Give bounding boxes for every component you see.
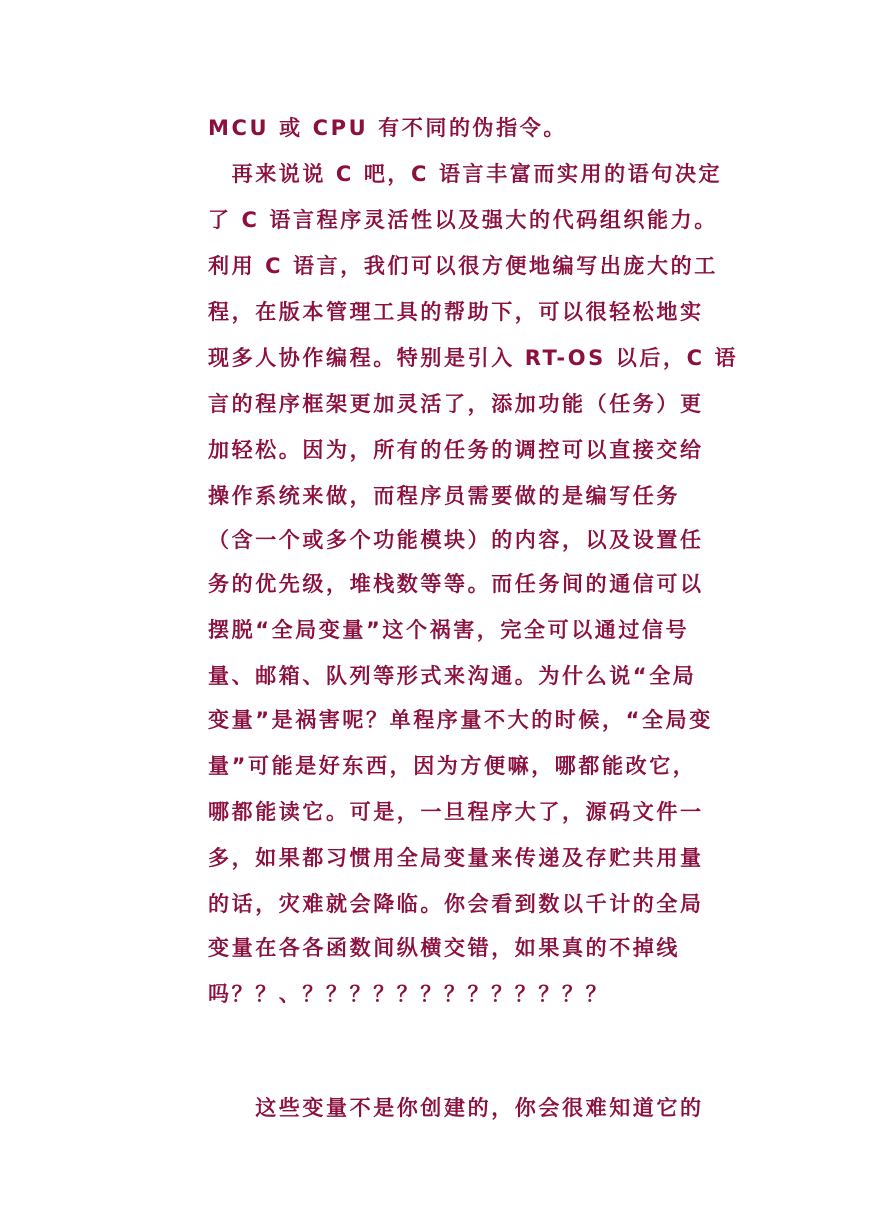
text-line: 再来说说 C 吧，C 语言丰富而实用的语句决定 (208, 162, 723, 186)
text-line: 言的程序框架更加灵活了，添加功能（任务）更 (208, 392, 704, 416)
text-line: 多，如果都习惯用全局变量来传递及存贮共用量 (208, 846, 704, 870)
text-line: 这些变量不是你创建的，你会很难知道它的 (208, 1096, 704, 1120)
text-line: 现多人协作编程。特别是引入 RT-OS 以后，C 语 (208, 346, 739, 370)
text-line: 操作系统来做，而程序员需要做的是编写任务 (208, 484, 680, 508)
text-line: 利用 C 语言，我们可以很方便地编写出庞大的工 (208, 254, 718, 278)
text-line: 摆脱“全局变量”这个祸害，完全可以通过信号 (208, 618, 690, 642)
text-line: （含一个或多个功能模块）的内容，以及设置任 (208, 528, 704, 552)
text-line: 了 C 语言程序灵活性以及强大的代码组织能力。 (208, 208, 718, 232)
text-line: 量”可能是好东西，因为方便嘛，哪都能改它， (208, 754, 697, 778)
text-line: 量、邮箱、队列等形式来沟通。为什么说“全局 (208, 664, 697, 688)
text-line: 变量在各各函数间纵横交错，如果真的不掉线 (208, 936, 680, 960)
text-line: 加轻松。因为，所有的任务的调控可以直接交给 (208, 438, 704, 462)
text-line: 哪都能读它。可是，一旦程序大了，源码文件一 (208, 800, 704, 824)
text-line: 程，在版本管理工具的帮助下，可以很轻松地实 (208, 300, 704, 324)
text-line: 务的优先级，堆栈数等等。而任务间的通信可以 (208, 572, 704, 596)
text-line: 吗？？、？？？？？？？？？？？？？ (208, 982, 610, 1006)
text-line: 的话，灾难就会降临。你会看到数以千计的全局 (208, 892, 704, 916)
text-line: 变量”是祸害呢？单程序量不大的时候，“全局变 (208, 708, 713, 732)
text-line: MCU 或 CPU 有不同的伪指令。 (208, 116, 567, 140)
